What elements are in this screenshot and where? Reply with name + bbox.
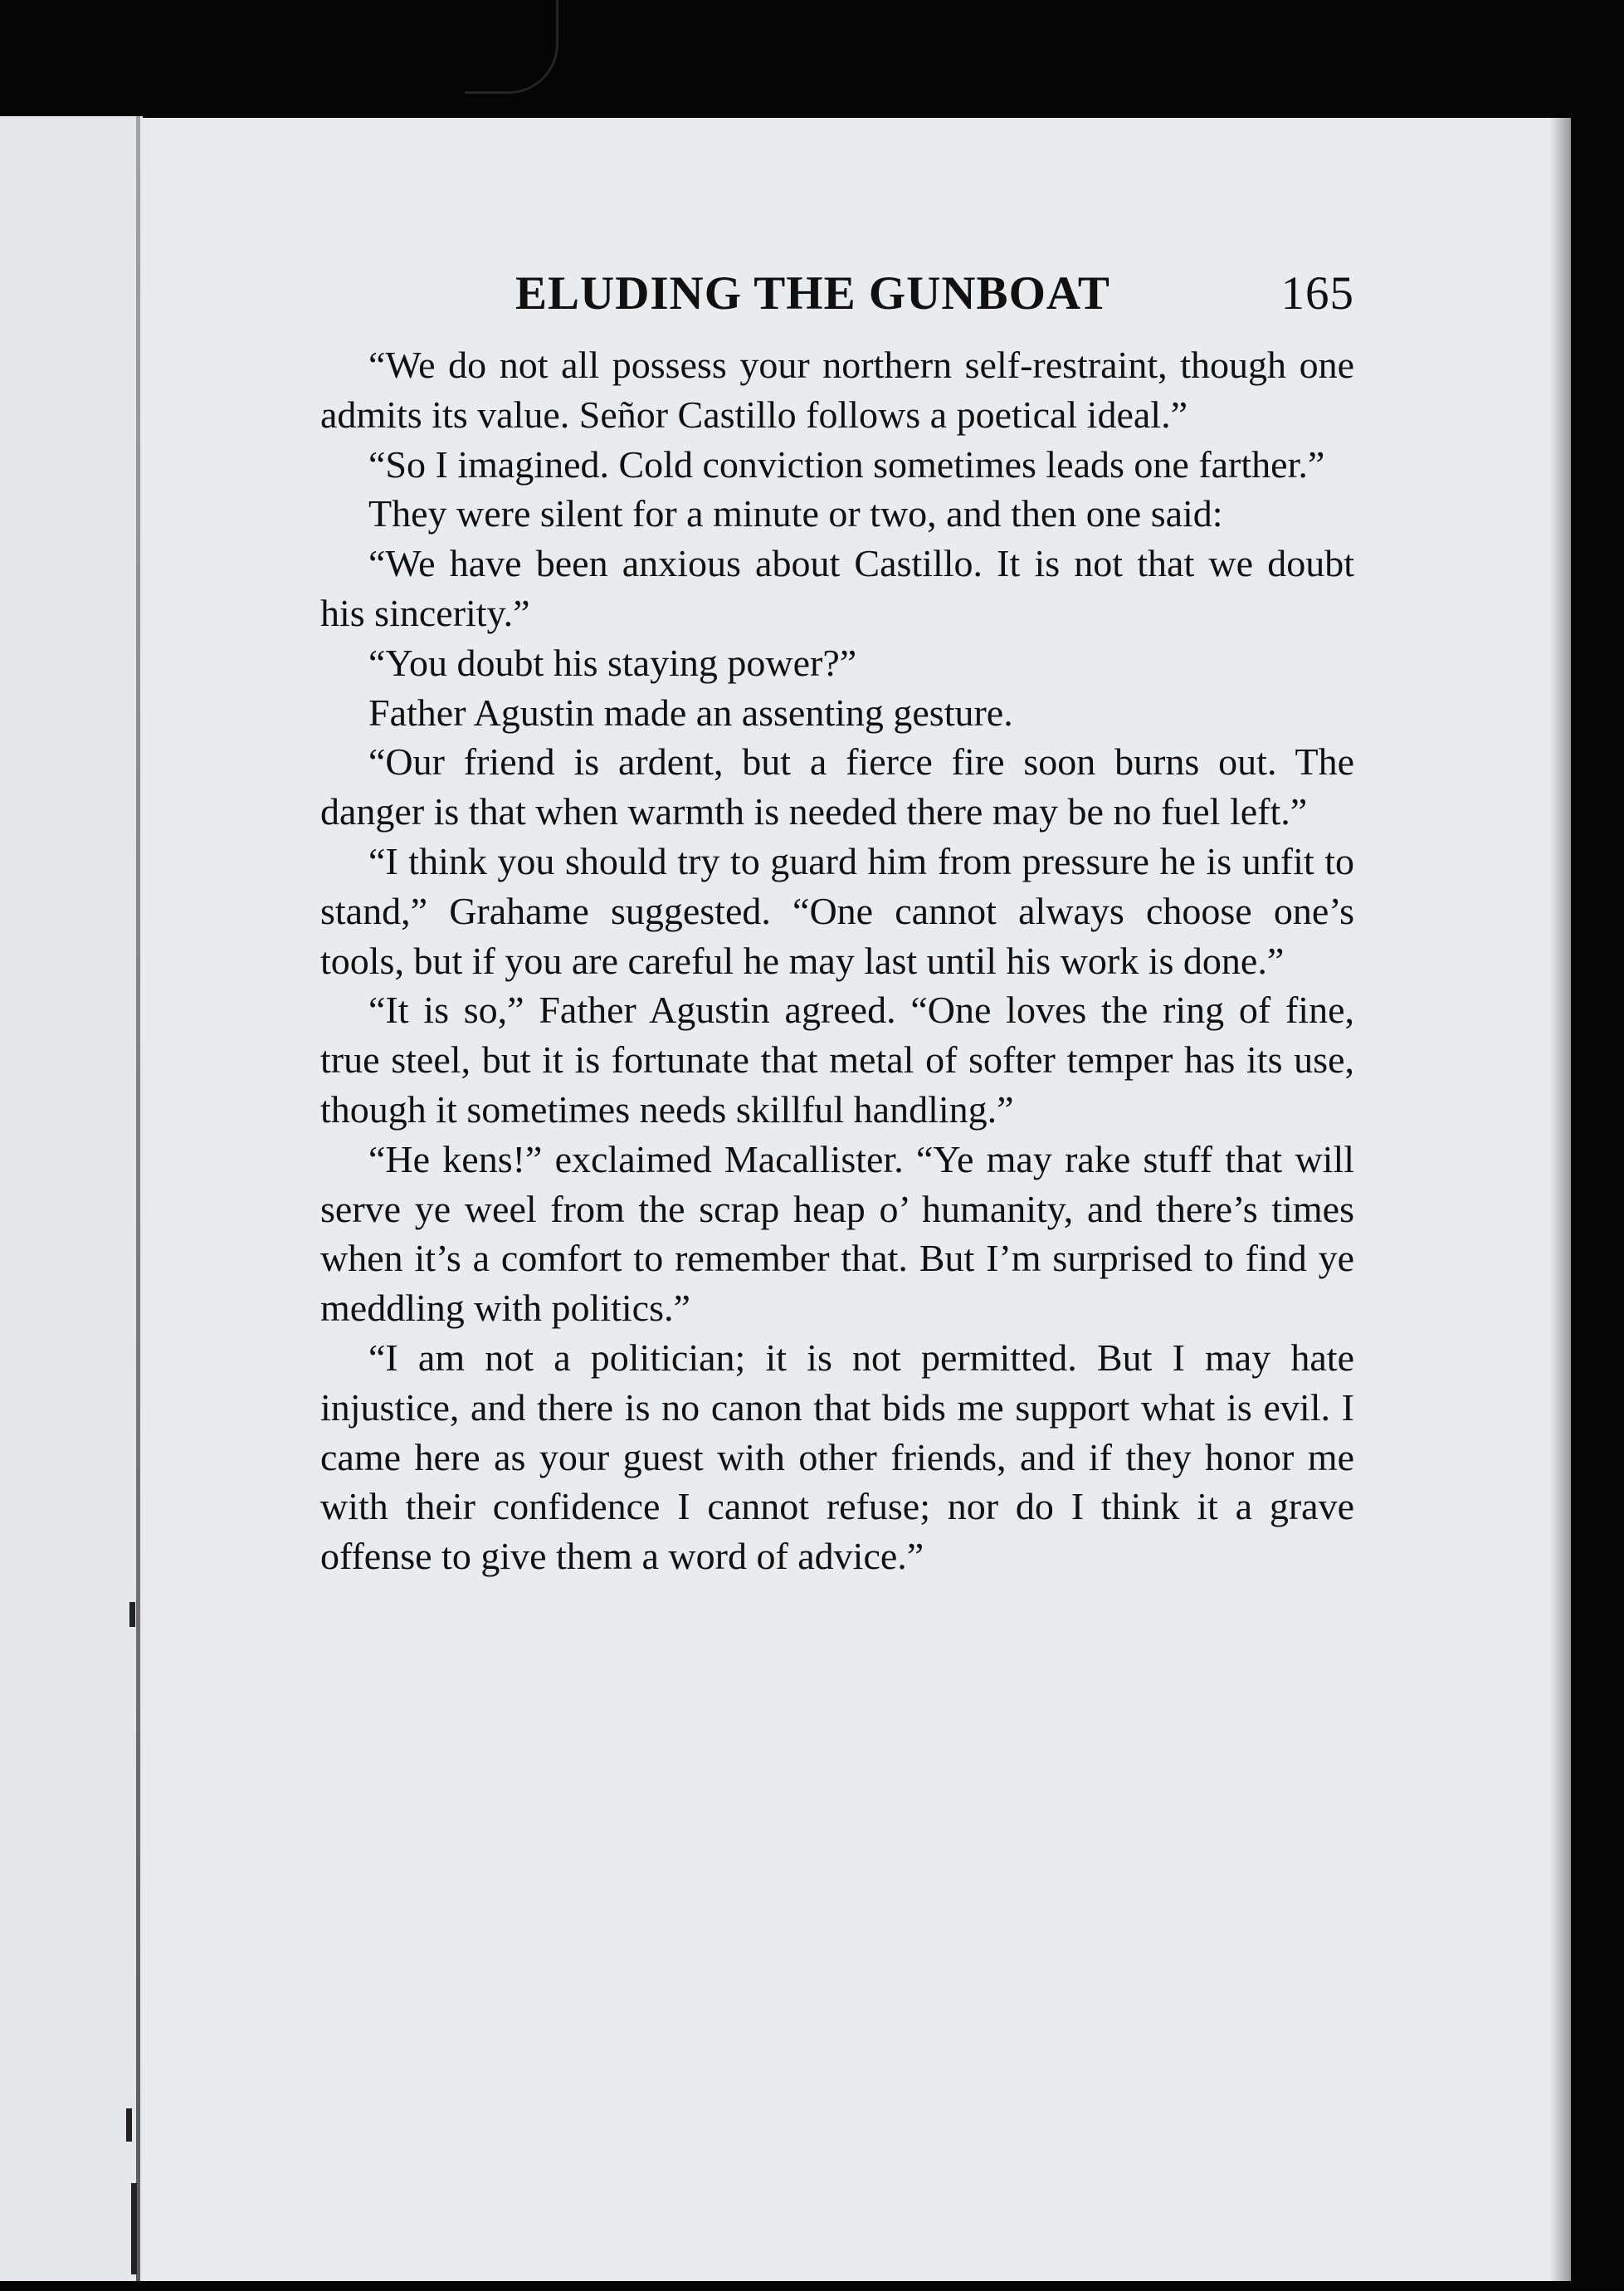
page-number: 165 (1280, 267, 1354, 320)
running-head (320, 264, 1354, 324)
paragraph: “So I imagined. Cold conviction sometimes leads one farther.” (368, 442, 1325, 486)
running-head-title: ELUDING THE GUNBOAT (515, 267, 1110, 320)
page-edge-shadow (1549, 118, 1571, 2281)
paragraph: “We have been anxious about Castillo. It is not that we doubt his sincerity.” (320, 542, 1354, 634)
paragraph: They were silent for a minute or two, and then one said: (368, 492, 1223, 535)
scan-top-border (0, 0, 1624, 123)
body-text (320, 340, 1354, 1581)
gutter-speck (126, 2108, 132, 2142)
paragraph: Father Agustin made an assenting gesture. (368, 691, 1013, 734)
paragraph: “It is so,” Father Agustin agreed. “One loves the ring of fine, true steel, but it is fortunate that metal of softer temper has its use, though it sometimes needs skillful handling.” (320, 989, 1354, 1131)
scan-right-border (1571, 0, 1624, 2291)
gutter-speck (129, 1602, 135, 1627)
paragraph: “You doubt his staying power?” (368, 641, 857, 684)
gutter-speck (131, 2183, 137, 2274)
paragraph: “We do not all possess your northern self-restraint, though one admits its value. Señor Castillo follows a poetical ideal.” (320, 344, 1354, 436)
scan-bottom-border (0, 2281, 1624, 2291)
page-content (320, 264, 1354, 1581)
paragraph: “I am not a politician; it is not permitted. But I may hate injustice, and there is no canon that bids me support what is evil. I came here as your guest with other friends, and if they honor me with their confidence I cannot refuse; nor do I think it a grave offense to give them a word of advice.” (320, 1336, 1354, 1578)
paragraph: “Our friend is ardent, but a fierce fire soon burns out. The danger is that when warmth is needed there may be no fuel left.” (320, 740, 1354, 833)
paragraph: “He kens!” exclaimed Macallister. “Ye may rake stuff that will serve ye weel from the scrap heap o’ humanity, and there’s times when it’s a comfort to remember that. But I’m surprised to find ye meddling with politics.” (320, 1137, 1354, 1330)
paragraph: “I think you should try to guard him from pressure he is unfit to stand,” Grahame suggested. “One cannot always choose one’s tools, but if you are careful he may last until his work is done.” (320, 839, 1354, 982)
facing-page-margin (0, 116, 143, 2281)
book-gutter (136, 116, 140, 2281)
